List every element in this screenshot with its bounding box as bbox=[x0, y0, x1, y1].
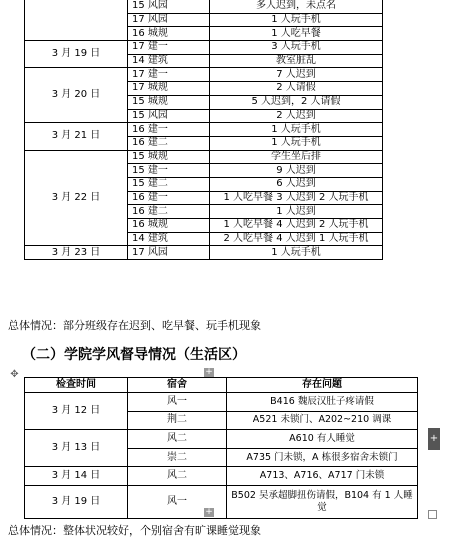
add-row-plus-icon[interactable]: + bbox=[205, 507, 213, 517]
table-row bbox=[25, 0, 383, 13]
class-cell: 14 建筑 bbox=[128, 54, 210, 68]
date-cell: 3 月 20 日 bbox=[25, 68, 128, 123]
date-cell: 3 月 22 日 bbox=[25, 150, 128, 246]
issue-cell: 学生坐后排 bbox=[210, 150, 383, 164]
dorm-cell: 风二 bbox=[128, 430, 227, 449]
header-row bbox=[25, 378, 418, 393]
class-cell: 16 城规 bbox=[128, 27, 210, 41]
table-row bbox=[25, 123, 383, 137]
class-cell: 15 风园 bbox=[128, 109, 210, 123]
issue-cell: 教室脏乱 bbox=[210, 54, 383, 68]
table-row bbox=[25, 246, 383, 260]
table-resize-handle-icon[interactable] bbox=[428, 510, 437, 519]
date-cell: 3 月 21 日 bbox=[25, 123, 128, 150]
class-cell: 17 风园 bbox=[128, 246, 210, 260]
issue-cell: B502 吴承超脚扭伤请假，B104 有 1 人睡觉 bbox=[227, 485, 418, 518]
issue-cell: 1 人玩手机 bbox=[210, 136, 383, 150]
class-cell: 17 建一 bbox=[128, 41, 210, 55]
date-cell: 3 月 19 日 bbox=[25, 41, 128, 68]
issue-cell: 9 人迟到 bbox=[210, 164, 383, 178]
class-cell: 15 城规 bbox=[128, 95, 210, 109]
section-heading: （二）学院学风督导情况（生活区） bbox=[22, 347, 246, 363]
table-row bbox=[25, 393, 418, 412]
issue-cell: A735 门未锁，A 栋很多宿舍未锁门 bbox=[227, 448, 418, 467]
class-cell: 17 建一 bbox=[128, 68, 210, 82]
class-cell: 16 建二 bbox=[128, 205, 210, 219]
table-move-icon[interactable]: ✥ bbox=[10, 369, 19, 380]
class-cell: 15 城规 bbox=[128, 150, 210, 164]
dorm-inspection-table bbox=[24, 377, 418, 519]
class-cell: 14 建筑 bbox=[128, 232, 210, 246]
issue-cell: 1 人迟到 bbox=[210, 205, 383, 219]
issue-cell: 3 人玩手机 bbox=[210, 41, 383, 55]
issue-cell: B416 魏辰汉肚子疼请假 bbox=[227, 393, 418, 412]
date-cell: 3 月 14 日 bbox=[25, 467, 128, 486]
issue-cell: A521 未锁门、A202~210 调课 bbox=[227, 411, 418, 430]
class-cell: 16 建一 bbox=[128, 191, 210, 205]
table-row bbox=[25, 430, 418, 449]
table-row bbox=[25, 467, 418, 486]
issue-cell: 7 人迟到 bbox=[210, 68, 383, 82]
dorm-cell: 风二 bbox=[128, 467, 227, 486]
class-cell: 16 建二 bbox=[128, 136, 210, 150]
class-cell: 15 风园 bbox=[128, 0, 210, 13]
date-cell: 3 月 13 日 bbox=[25, 430, 128, 467]
dorm-summary: 总体情况：整体状况较好，个别宿舍有旷课睡觉现象 bbox=[8, 524, 261, 537]
dorm-cell: 风一 bbox=[128, 485, 227, 518]
issue-cell: A713、A716、A717 门未锁 bbox=[227, 467, 418, 486]
issue-cell: 1 人玩手机 bbox=[210, 246, 383, 260]
column-header: 检查时间 bbox=[25, 378, 128, 393]
dorm-cell: 荆二 bbox=[128, 411, 227, 430]
column-header: 宿舍 bbox=[128, 378, 227, 393]
table-row bbox=[25, 485, 418, 518]
issue-cell: A610 有人睡觉 bbox=[227, 430, 418, 449]
class-cell: 16 城规 bbox=[128, 219, 210, 233]
issue-cell: 1 人吃早餐 4 人迟到 2 人玩手机 bbox=[210, 219, 383, 233]
table-row bbox=[25, 150, 383, 164]
class-cell: 17 风园 bbox=[128, 13, 210, 27]
dorm-cell: 风一 bbox=[128, 393, 227, 412]
add-row-plus-icon[interactable]: + bbox=[205, 367, 213, 377]
table-row bbox=[25, 41, 383, 55]
issue-cell: 2 人请假 bbox=[210, 82, 383, 96]
add-column-plus-icon[interactable]: + bbox=[428, 428, 440, 450]
classroom-summary: 总体情况：部分班级存在迟到、吃早餐、玩手机现象 bbox=[8, 319, 261, 332]
class-cell: 16 建一 bbox=[128, 123, 210, 137]
class-cell: 17 城规 bbox=[128, 82, 210, 96]
dorm-cell: 崇二 bbox=[128, 448, 227, 467]
table-row bbox=[25, 68, 383, 82]
date-cell bbox=[25, 0, 128, 41]
class-cell: 15 建一 bbox=[128, 164, 210, 178]
classroom-inspection-table bbox=[24, 0, 383, 260]
class-cell: 15 建二 bbox=[128, 177, 210, 191]
issue-cell: 2 人迟到 bbox=[210, 109, 383, 123]
issue-cell: 5 人迟到，2 人请假 bbox=[210, 95, 383, 109]
date-cell: 3 月 23 日 bbox=[25, 246, 128, 260]
issue-cell: 1 人吃早餐 bbox=[210, 27, 383, 41]
issue-cell: 1 人吃早餐 3 人迟到 2 人玩手机 bbox=[210, 191, 383, 205]
date-cell: 3 月 12 日 bbox=[25, 393, 128, 430]
issue-cell: 2 人吃早餐 4 人迟到 1 人玩手机 bbox=[210, 232, 383, 246]
date-cell: 3 月 19 日 bbox=[25, 485, 128, 518]
issue-cell: 6 人迟到 bbox=[210, 177, 383, 191]
issue-cell: 多人迟到，未点名 bbox=[210, 0, 383, 13]
issue-cell: 1 人玩手机 bbox=[210, 13, 383, 27]
issue-cell: 1 人玩手机 bbox=[210, 123, 383, 137]
column-header: 存在问题 bbox=[227, 378, 418, 393]
